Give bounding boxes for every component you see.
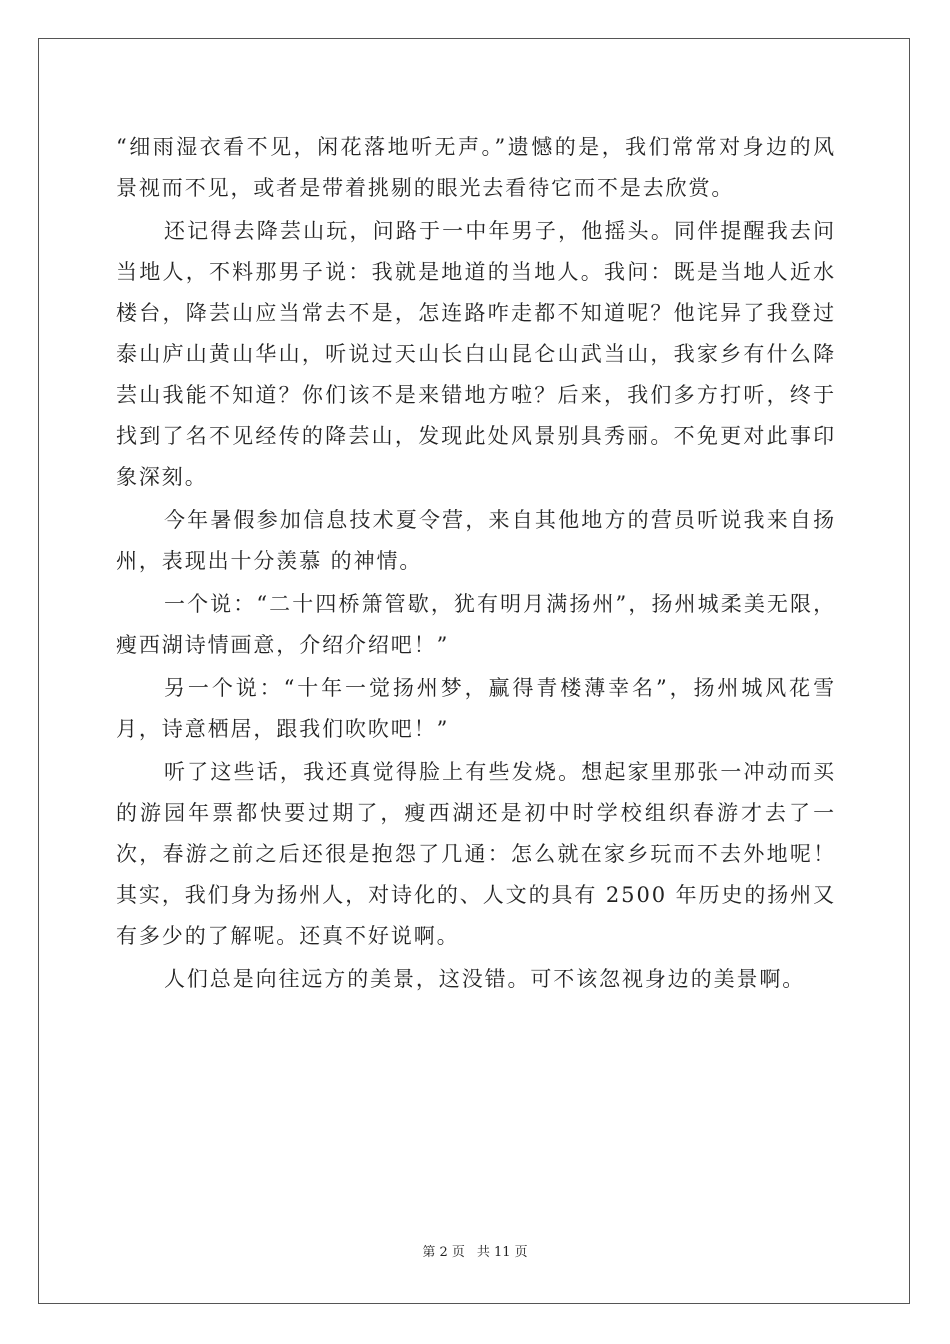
page-footer <box>0 1241 950 1260</box>
paragraph: “细雨湿衣看不见，闲花落地听无声。”遗憾的是，我们常常对身边的风景视而不见，或者是带着挑剔的眼光去看待它而不是去欣赏。 <box>116 135 836 200</box>
paragraph: 另一个说：“十年一觉扬州梦，赢得青楼薄幸名”，扬州城风花雪月，诗意栖居，跟我们吹吹吧！” <box>116 676 836 741</box>
page-number: 第 2 页 <box>422 1245 465 1260</box>
page-total: 共 11 页 <box>476 1245 528 1260</box>
paragraph: 今年暑假参加信息技术夏令营，来自其他地方的营员听说我来自扬州，表现出十分羡慕 的神情。 <box>116 508 836 573</box>
paragraph: 还记得去降芸山玩，问路于一中年男子，他摇头。同伴提醒我去问当地人，不料那男子说：我就是地道的当地人。我问：既是当地人近水楼台，降芸山应当常去不是，怎连路咋走都不知道呢？他诧异了我登过泰山庐山黄山华山，听说过天山长白山昆仑山武当山，我家乡有什么降芸山我能不知道？你们该不是来错地方啦？后来，我们多方打听，终于找到了名不见经传的降芸山，发现此处风景别具秀丽。不免更对此事印象深刻。 <box>116 219 836 489</box>
document-body <box>116 127 836 1002</box>
paragraph: 听了这些话，我还真觉得脸上有些发烧。想起家里那张一冲动而买的游园年票都快要过期了，瘦西湖还是初中时学校组织春游才去了一次，春游之前之后还很是抱怨了几通：怎么就在家乡玩而不去外地呢！其实，我们身为扬州人，对诗化的、人文的具有 2500 年历史的扬州又有多少的了解呢。还真不好说啊。 <box>116 760 836 948</box>
paragraph: 一个说：“二十四桥箫管歇，犹有明月满扬州”，扬州城柔美无限，瘦西湖诗情画意，介绍介绍吧！” <box>116 592 836 657</box>
paragraph: 人们总是向往远方的美景，这没错。可不该忽视身边的美景啊。 <box>164 967 806 991</box>
